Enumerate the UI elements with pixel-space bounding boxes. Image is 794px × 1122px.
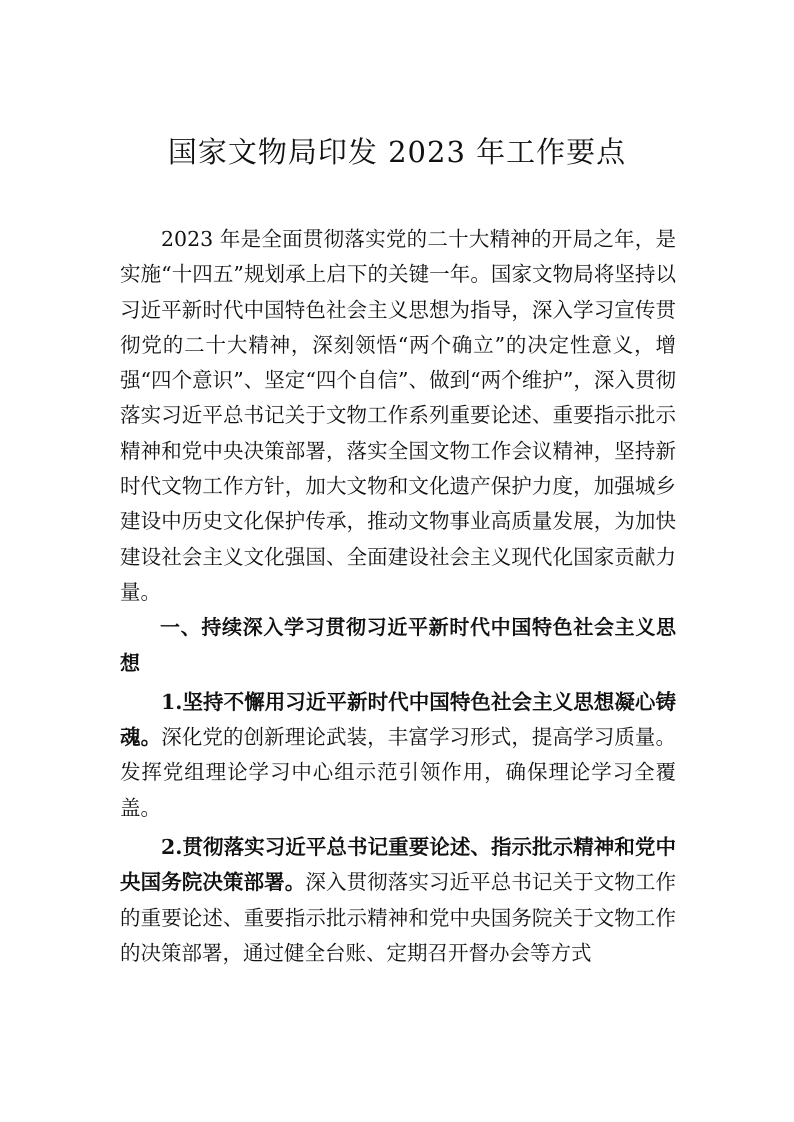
section-heading: 一、持续深入学习贯彻习近平新时代中国特色社会主义思想: [120, 615, 676, 675]
item-text: 深入贯彻落实习近平总书记关于文物工作的重要论述、重要指示批示精神和党中央国务院关于文物工作的决策部署，通过健全台账、定期召开督办会等方式: [120, 870, 677, 965]
list-item: [120, 685, 676, 826]
intro-paragraph: 2023 年是全面贯彻落实党的二十大精神的开局之年，是实施“十四五”规划承上启下的关键一年。国家文物局将坚持以习近平新时代中国特色社会主义思想为指导，深入学习宣传贯彻党的二十大精神，深刻领悟“两个确立”的决定性意义，增强“四个意识”、坚定“四个自信”、做到“两个维护”，深入贯彻落实习近平总书记关于文物工作系列重要论述、重要指示批示精神和党中央决策部署，落实全国文物工作会议精神，坚持新时代文物工作方针，加大文物和文化遗产保护力度，加强城乡建设中历史文化保护传承，推动文物事业高质量发展，为加快建设社会主义文化强国、全面建设社会主义现代化国家贡献力量。: [120, 227, 676, 604]
item-lead: 1.坚持不懈用习近平新时代中国特色社会主义思想凝心铸魂。: [120, 689, 676, 750]
item-paragraph: [120, 685, 676, 826]
list-item: [120, 830, 676, 971]
item-paragraph: [120, 830, 676, 971]
item-text: 深化党的创新理论武装，丰富学习形式，提高学习质量。发挥党组理论学习中心组示范引领作用，确保理论学习全覆盖。: [120, 725, 677, 820]
document-title: 国家文物局印发 2023 年工作要点: [167, 135, 627, 169]
item-lead: 2.贯彻落实习近平总书记重要论述、指示批示精神和党中央国务院决策部署。: [120, 835, 676, 895]
document-body: [120, 222, 676, 971]
